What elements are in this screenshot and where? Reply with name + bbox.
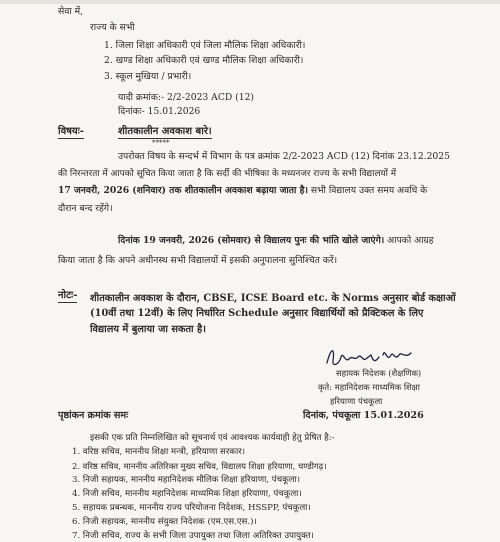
subject-label: विषयः- — [58, 126, 84, 137]
recipient-item: 1. जिला शिक्षा अधिकारी एवं जिला मौलिक शिक्षा अधिकारी। — [104, 40, 306, 51]
note-label: नोटः- — [58, 290, 78, 301]
para1-line3 — [58, 185, 427, 197]
para1-line4: दौरान बन्द रहेंगे। — [58, 203, 113, 214]
salutation: सेवा में, — [58, 6, 84, 17]
memo-number: यादी क्रमांक:- 2/2-2023 ACD (12) — [118, 92, 254, 103]
endorsement-number: पृष्ठांकन क्रमांक समः — [58, 410, 129, 421]
recipient-item: 2. खण्ड शिक्षा अधिकारी एवं खण्ड मौलिक शिक्षा अधिकारी। — [104, 55, 304, 66]
extension-notice: 17 जनवरी, 2026 (शनिवार) तक शीतकालीन अवकाश बढ़ाया जाता है। — [58, 185, 308, 196]
note-line1: शीतकालीन अवकाश के दौरान, CBSE, ICSE Board etc. के Norms अनुसार बोर्ड कक्षाओं — [90, 293, 456, 304]
copy-recipient: 6. निजी सहायक, माननीय संयुक्त निदेशक (एम.एस.एस.)। — [72, 517, 257, 527]
recipient-item: 3. स्कूल मुखिया / प्रभारी। — [104, 71, 192, 82]
copy-recipient: 5. सहायक प्रबन्धक, माननीय राज्य परियोजना निदेशक, HSSPP, पंचकूला। — [72, 503, 311, 513]
signatory-place: हरियाणा पंचकूला — [330, 396, 383, 406]
note-line3: विद्यालय में बुलाया जा सकता है। — [90, 324, 206, 335]
signatory-for: कृते: महानिदेशक माध्यमिक शिक्षा — [318, 382, 420, 392]
copy-recipient: 3. निजी सहायक, माननीय महानिदेशक मौलिक शिक्षा हरियाणा, पंचकूला। — [72, 475, 301, 485]
copy-recipient: 7. निजी सचिव, राज्य के सभी जिला उपायुक्त तथा जिला अतिरिक्त उपायुक्त। — [72, 531, 314, 541]
para1-line3-tail: सभी विद्यालय उक्त समय अवधि के — [307, 185, 428, 196]
endorsement-date: दिनांक, पंचकूला 15.01.2026 — [303, 410, 424, 421]
para2-line1-tail: आपको आग्रह — [384, 235, 434, 246]
para2-line2: किया जाता है कि अपने अधीनस्थ सभी विद्यालयों में इसकी अनुपालना सुनिश्चित करें। — [58, 255, 338, 266]
reopening-notice: दिनांक 19 जनवरी, 2026 (सोमवार) से विद्यालय पुनः की भांति खोले जाएंगे। — [118, 235, 385, 246]
para1-line2: की निरन्तरता में आपको सूचित किया जाता है कि सर्दी की भीषिका के मध्यनजर राज्य के सभी विद्यालयों में — [58, 169, 397, 179]
copy-recipient: 4. निजी सचिव, माननीय महानिदेशक माध्यमिक शिक्षा हरियाणा, पंचकूला। — [72, 489, 302, 499]
para1-line1: उपरोक्त विषय के सन्दर्भ में विभाग के पत्र क्रमांक 2/2-2023 ACD (12) दिनांक 23.12.2025 — [118, 151, 450, 162]
endorsement-intro: इसकी एक प्रति निम्नलिखित को सूचनार्थ एवं आवश्यक कार्यवाही हेतु प्रेषित है:- — [90, 433, 335, 443]
note-line2: (10वीं तथा 12वीं) के लिए निर्धारित Schedule अनुसार विद्यार्थियों को प्रैक्टिकल के लिए — [90, 308, 424, 319]
memo-date: दिनांकः- 15.01.2026 — [118, 106, 201, 117]
page-top-edge — [0, 0, 500, 4]
subject-text: शीतकालीन अवकाश बारे। — [118, 126, 212, 137]
subject-stars: ***** — [152, 139, 170, 147]
signatory-title: सहायक निदेशक (शैक्षणिक) — [336, 368, 422, 378]
para2-line1 — [118, 235, 434, 247]
recipients-heading: राज्य के सभी — [90, 22, 135, 33]
copy-recipient: 1. वरिष्ठ सचिव, माननीय शिक्षा मन्त्री, हरियाणा सरकार। — [72, 447, 245, 457]
copy-recipient: 2. वरिष्ठ सचिव, माननीय अतिरिक्त मुख्य सचिव, विद्यालय शिक्षा हरियाणा, चण्डीगढ़। — [72, 461, 327, 471]
